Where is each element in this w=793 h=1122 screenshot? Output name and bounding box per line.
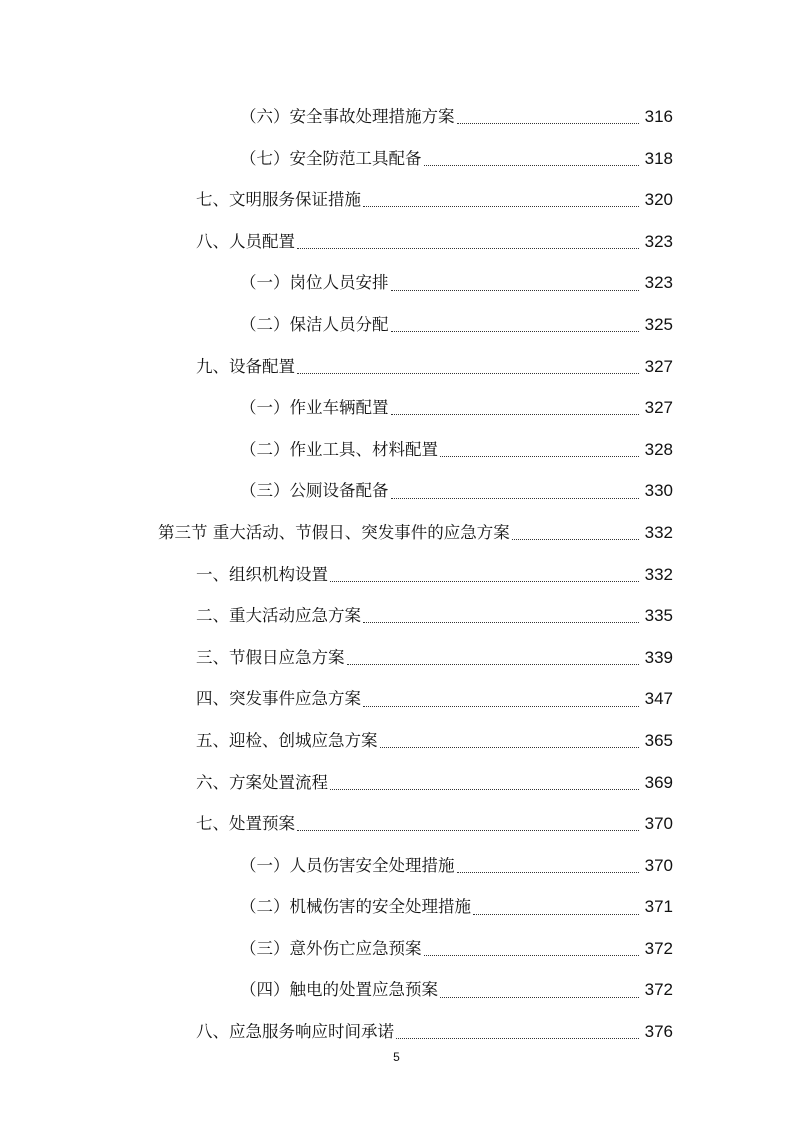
toc-entry-title: （三）意外伤亡应急预案 — [240, 938, 422, 958]
toc-entry[interactable] — [0, 221, 793, 263]
toc-entry-page: 323 — [644, 231, 673, 251]
toc-entry-page: 376 — [644, 1022, 673, 1042]
toc-entry-page: 369 — [644, 772, 673, 792]
dot-leader — [297, 373, 639, 374]
toc-entry[interactable] — [0, 720, 793, 762]
toc-entry-title: 三、节假日应急方案 — [196, 647, 345, 667]
dot-leader — [512, 539, 639, 540]
toc-entry-page: 335 — [644, 606, 673, 626]
toc-entry-page: 332 — [644, 564, 673, 584]
toc-entry-title: 五、迎检、创城应急方案 — [196, 730, 378, 750]
toc-entry-page: 318 — [644, 148, 673, 168]
toc-entry-title: （二）保洁人员分配 — [240, 314, 389, 334]
toc-entry-page: 347 — [644, 689, 673, 709]
toc-entry-title: 第三节 重大活动、节假日、突发事件的应急方案 — [158, 522, 510, 542]
dot-leader — [396, 1038, 639, 1039]
dot-leader — [457, 123, 640, 124]
dot-leader — [424, 955, 640, 956]
toc-entry[interactable] — [0, 96, 793, 138]
dot-leader — [330, 789, 639, 790]
dot-leader — [391, 290, 640, 291]
dot-leader — [363, 706, 639, 707]
toc-entry-title: （二）作业工具、材料配置 — [240, 439, 438, 459]
toc-entry-title: （四）触电的处置应急预案 — [240, 980, 438, 1000]
toc-entry-page: 330 — [644, 481, 673, 501]
dot-leader — [297, 248, 639, 249]
toc-entry-page: 370 — [644, 855, 673, 875]
toc-entry[interactable] — [0, 512, 793, 554]
toc-entry-title: （二）机械伤害的安全处理措施 — [240, 897, 471, 917]
toc-entry-page: 328 — [644, 439, 673, 459]
toc-entry[interactable] — [0, 678, 793, 720]
toc-entry-page: 365 — [644, 730, 673, 750]
toc-entry-title: 七、处置预案 — [196, 814, 295, 834]
toc-entry[interactable] — [0, 845, 793, 887]
toc-entry[interactable] — [0, 886, 793, 928]
page-number: 5 — [393, 1050, 400, 1064]
toc-entry[interactable] — [0, 262, 793, 304]
dot-leader — [363, 622, 639, 623]
toc-entry-title: （一）人员伤害安全处理措施 — [240, 855, 455, 875]
toc-entry-page: 339 — [644, 647, 673, 667]
toc-entry[interactable] — [0, 179, 793, 221]
toc-entry-page: 320 — [644, 190, 673, 210]
dot-leader — [391, 414, 640, 415]
toc-entry[interactable] — [0, 429, 793, 471]
table-of-contents — [0, 96, 793, 1053]
toc-entry-page: 372 — [644, 938, 673, 958]
toc-entry[interactable] — [0, 346, 793, 388]
toc-entry-title: 八、应急服务响应时间承诺 — [196, 1022, 394, 1042]
dot-leader — [391, 498, 640, 499]
toc-entry[interactable] — [0, 803, 793, 845]
toc-entry[interactable] — [0, 762, 793, 804]
toc-entry-page: 316 — [644, 107, 673, 126]
dot-leader — [330, 581, 639, 582]
toc-entry-title: 八、人员配置 — [196, 231, 295, 251]
toc-entry-title: 九、设备配置 — [196, 356, 295, 376]
toc-entry-title: 一、组织机构设置 — [196, 564, 328, 584]
toc-entry[interactable] — [0, 554, 793, 596]
toc-entry-page: 327 — [644, 356, 673, 376]
toc-entry-page: 371 — [644, 897, 673, 917]
dot-leader — [424, 165, 640, 166]
toc-entry-title: （一）作业车辆配置 — [240, 398, 389, 418]
toc-entry[interactable] — [0, 637, 793, 679]
dot-leader — [457, 872, 640, 873]
toc-entry-title: （一）岗位人员安排 — [240, 273, 389, 293]
toc-entry[interactable] — [0, 304, 793, 346]
toc-entry-title: 七、文明服务保证措施 — [196, 190, 361, 210]
dot-leader — [473, 914, 639, 915]
toc-entry-title: （六）安全事故处理措施方案 — [240, 107, 455, 126]
toc-entry[interactable] — [0, 969, 793, 1011]
toc-entry[interactable] — [0, 595, 793, 637]
toc-entry-title: 二、重大活动应急方案 — [196, 606, 361, 626]
toc-entry-title: 四、突发事件应急方案 — [196, 689, 361, 709]
toc-entry-page: 372 — [644, 980, 673, 1000]
toc-entry-page: 327 — [644, 398, 673, 418]
toc-entry[interactable] — [0, 138, 793, 180]
toc-entry-page: 332 — [644, 522, 673, 542]
toc-entry[interactable] — [0, 387, 793, 429]
dot-leader — [440, 456, 639, 457]
toc-entry-page: 370 — [644, 814, 673, 834]
toc-entry-page: 323 — [644, 273, 673, 293]
dot-leader — [363, 206, 639, 207]
dot-leader — [440, 997, 639, 998]
toc-entry[interactable] — [0, 470, 793, 512]
toc-entry[interactable] — [0, 928, 793, 970]
toc-entry-page: 325 — [644, 314, 673, 334]
toc-entry[interactable] — [0, 1011, 793, 1053]
dot-leader — [297, 830, 639, 831]
dot-leader — [391, 331, 640, 332]
toc-entry-title: 六、方案处置流程 — [196, 772, 328, 792]
toc-entry-title: （三）公厕设备配备 — [240, 481, 389, 501]
dot-leader — [380, 747, 640, 748]
dot-leader — [347, 664, 640, 665]
toc-entry-title: （七）安全防范工具配备 — [240, 148, 422, 168]
